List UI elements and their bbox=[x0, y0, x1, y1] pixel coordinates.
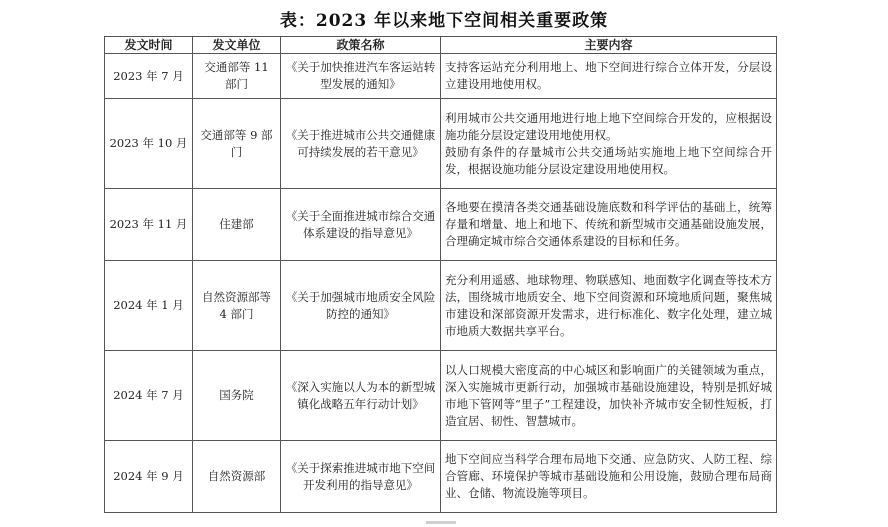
cell-main-content bbox=[441, 54, 777, 99]
cell-date: 2024 年 9 月 bbox=[105, 441, 193, 513]
content-paragraph: 充分利用遥感、地球物理、物联感知、地面数字化调查等技术方法，围绕城市地质安全、地下空间资源和环境地质问题，聚焦城市建设和深部资源开发需求，进行标准化、数字化处理，建立城市地质大数据共享平台。 bbox=[445, 272, 772, 338]
cell-date: 2024 年 1 月 bbox=[105, 261, 193, 351]
cell-main-content bbox=[441, 189, 777, 261]
policy-table bbox=[104, 36, 777, 513]
content-paragraph: 支持客运站充分利用地上、地下空间进行综合立体开发，分层设立建设用地使用权。 bbox=[445, 60, 772, 91]
content-paragraph: 以人口规模大密度高的中心城区和影响面广的关键领域为重点，深入实施城市更新行动，加强城市基础设施建设，特别是抓好城市地下管网等“里子”工程建设，加快补齐城市安全韧性短板，打造宜居、韧性、智慧城市。 bbox=[445, 362, 772, 428]
header-date: 发文时间 bbox=[105, 37, 193, 54]
cell-main-content bbox=[441, 99, 777, 189]
cell-issuer: 国务院 bbox=[193, 351, 281, 441]
cell-main-content bbox=[441, 261, 777, 351]
cell-main-content bbox=[441, 351, 777, 441]
cell-date: 2023 年 10 月 bbox=[105, 99, 193, 189]
content-paragraph: 鼓励有条件的存量城市公共交通场站实施地上地下空间综合开发，根据设施功能分层设定建设用地使用权。 bbox=[445, 144, 772, 176]
table-row bbox=[105, 261, 777, 351]
cell-policy-name: 《关于加强城市地质安全风险防控的通知》 bbox=[281, 261, 441, 351]
cell-date: 2023 年 7 月 bbox=[105, 54, 193, 99]
cell-policy-name: 《关于推进城市公共交通健康可持续发展的若干意见》 bbox=[281, 99, 441, 189]
table-row bbox=[105, 189, 777, 261]
table-title: 表：2023 年以来地下空间相关重要政策 bbox=[279, 11, 609, 31]
cell-date: 2023 年 11 月 bbox=[105, 189, 193, 261]
table-row bbox=[105, 351, 777, 441]
header-main-content: 主要内容 bbox=[441, 37, 777, 54]
page-divider-mark bbox=[426, 521, 456, 524]
cell-main-content bbox=[441, 441, 777, 513]
table-header-row bbox=[105, 37, 777, 54]
cell-issuer: 自然资源部等 4 部门 bbox=[193, 261, 281, 351]
cell-policy-name: 《关于加快推进汽车客运站转型发展的通知》 bbox=[281, 54, 441, 99]
cell-issuer: 交通部等 11 部门 bbox=[193, 54, 281, 99]
header-issuer: 发文单位 bbox=[193, 37, 281, 54]
cell-date: 2024 年 7 月 bbox=[105, 351, 193, 441]
content-paragraph: 利用城市公共交通用地进行地上地下空间综合开发的，应根据设施功能分层设定建设用地使用权。 bbox=[445, 110, 772, 142]
content-paragraph: 各地要在摸清各类交通基础设施底数和科学评估的基础上，统筹存量和增量、地上和地下、传统和新型城市交通基础设施发展，合理确定城市综合交通体系建设的目标和任务。 bbox=[445, 200, 772, 248]
cell-issuer: 自然资源部 bbox=[193, 441, 281, 513]
cell-policy-name: 《关于探索推进城市地下空间开发利用的指导意见》 bbox=[281, 441, 441, 513]
cell-policy-name: 《深入实施以人为本的新型城镇化战略五年行动计划》 bbox=[281, 351, 441, 441]
content-paragraph: 地下空间应当科学合理布局地下交通、应急防灾、人防工程、综合管廊、环境保护等城市基础设施和公用设施，鼓励合理布局商业、仓储、物流设施等项目。 bbox=[445, 452, 772, 500]
cell-policy-name: 《关于全面推进城市综合交通体系建设的指导意见》 bbox=[281, 189, 441, 261]
table-row bbox=[105, 54, 777, 99]
table-row bbox=[105, 441, 777, 513]
cell-issuer: 交通部等 9 部门 bbox=[193, 99, 281, 189]
cell-issuer: 住建部 bbox=[193, 189, 281, 261]
table-row bbox=[105, 99, 777, 189]
header-policy-name: 政策名称 bbox=[281, 37, 441, 54]
